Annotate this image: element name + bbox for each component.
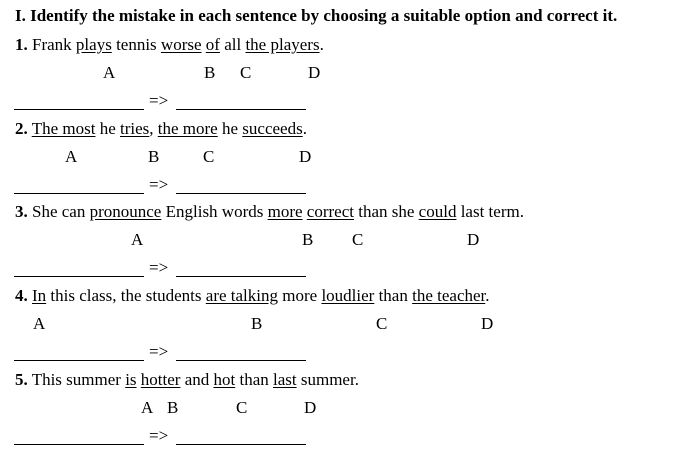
seg: and: [180, 370, 214, 389]
option-a-label: A: [141, 398, 154, 417]
question-5: [15, 370, 359, 390]
option-c-text: the more: [157, 119, 218, 138]
question-1: [15, 35, 324, 55]
option-c-label: C: [236, 398, 248, 417]
option-c-text: correct: [306, 202, 354, 221]
option-d-text: last: [273, 370, 297, 389]
option-c-label: C: [352, 230, 364, 249]
arrow: =>: [149, 342, 169, 361]
seg: Frank: [27, 35, 76, 54]
option-b-label: B: [167, 398, 179, 417]
question-number: 5.: [15, 370, 28, 389]
correction-blank-2[interactable]: [176, 193, 306, 194]
arrow: =>: [149, 175, 169, 194]
option-a-text: In: [32, 286, 47, 305]
option-d-label: D: [308, 63, 321, 82]
question-number: 4.: [15, 286, 28, 305]
correction-blank-3[interactable]: [176, 276, 306, 277]
arrow: =>: [149, 258, 169, 277]
option-a-text: is: [125, 370, 137, 389]
answer-blank-2[interactable]: [14, 193, 144, 194]
option-c-text: hot: [213, 370, 236, 389]
option-b-text: hotter: [140, 370, 181, 389]
seg: all: [219, 35, 246, 54]
seg: than: [374, 286, 413, 305]
exercise-title: I. Identify the mistake in each sentence by choosing a suitable option and correct it.: [15, 6, 618, 25]
option-c-label: C: [240, 63, 252, 82]
option-d-label: D: [467, 230, 480, 249]
option-b-label: B: [148, 147, 160, 166]
seg: he: [95, 119, 120, 138]
option-d-label: D: [481, 314, 494, 333]
question-3: [15, 202, 524, 222]
seg: She can: [27, 202, 90, 221]
option-d-text: the teacher: [412, 286, 486, 305]
answer-blank-1[interactable]: [14, 109, 144, 110]
question-number: 3.: [15, 202, 28, 221]
question-number: 1.: [15, 35, 28, 54]
correction-blank-4[interactable]: [176, 360, 306, 361]
option-d-text: could: [418, 202, 457, 221]
seg: .: [319, 35, 324, 54]
seg: than: [235, 370, 273, 389]
option-a-label: A: [131, 230, 144, 249]
seg: summer.: [296, 370, 359, 389]
option-c-text: loudlier: [321, 286, 375, 305]
option-c-label: C: [203, 147, 215, 166]
seg: than she: [353, 202, 419, 221]
seg: last term.: [456, 202, 524, 221]
correction-blank-5[interactable]: [176, 444, 306, 445]
option-a-text: plays: [75, 35, 112, 54]
option-a-text: pronounce: [89, 202, 162, 221]
option-d-text: the players: [245, 35, 320, 54]
option-b-text: are talking: [205, 286, 278, 305]
seg: ,: [149, 119, 158, 138]
question-4: [15, 286, 490, 306]
seg: tennis: [111, 35, 161, 54]
option-c-text: of: [205, 35, 220, 54]
option-d-text: succeeds: [242, 119, 303, 138]
seg: more: [278, 286, 322, 305]
option-d-label: D: [299, 147, 312, 166]
answer-blank-4[interactable]: [14, 360, 144, 361]
option-a-label: A: [33, 314, 46, 333]
option-b-label: B: [251, 314, 263, 333]
option-c-label: C: [376, 314, 388, 333]
seg: .: [485, 286, 490, 305]
seg: .: [302, 119, 307, 138]
option-a-label: A: [65, 147, 78, 166]
answer-blank-3[interactable]: [14, 276, 144, 277]
option-b-label: B: [302, 230, 314, 249]
seg: he: [217, 119, 243, 138]
seg: English words: [161, 202, 268, 221]
question-number: 2.: [15, 119, 28, 138]
option-b-text: tries: [120, 119, 150, 138]
option-b-text: more: [267, 202, 303, 221]
seg: This summer: [27, 370, 126, 389]
option-a-text: The most: [31, 119, 96, 138]
seg: this class, the students: [46, 286, 206, 305]
arrow: =>: [149, 91, 169, 110]
option-b-text: worse: [160, 35, 202, 54]
option-a-label: A: [103, 63, 116, 82]
answer-blank-5[interactable]: [14, 444, 144, 445]
question-2: [15, 119, 307, 139]
arrow: =>: [149, 426, 169, 445]
option-d-label: D: [304, 398, 317, 417]
option-b-label: B: [204, 63, 216, 82]
correction-blank-1[interactable]: [176, 109, 306, 110]
